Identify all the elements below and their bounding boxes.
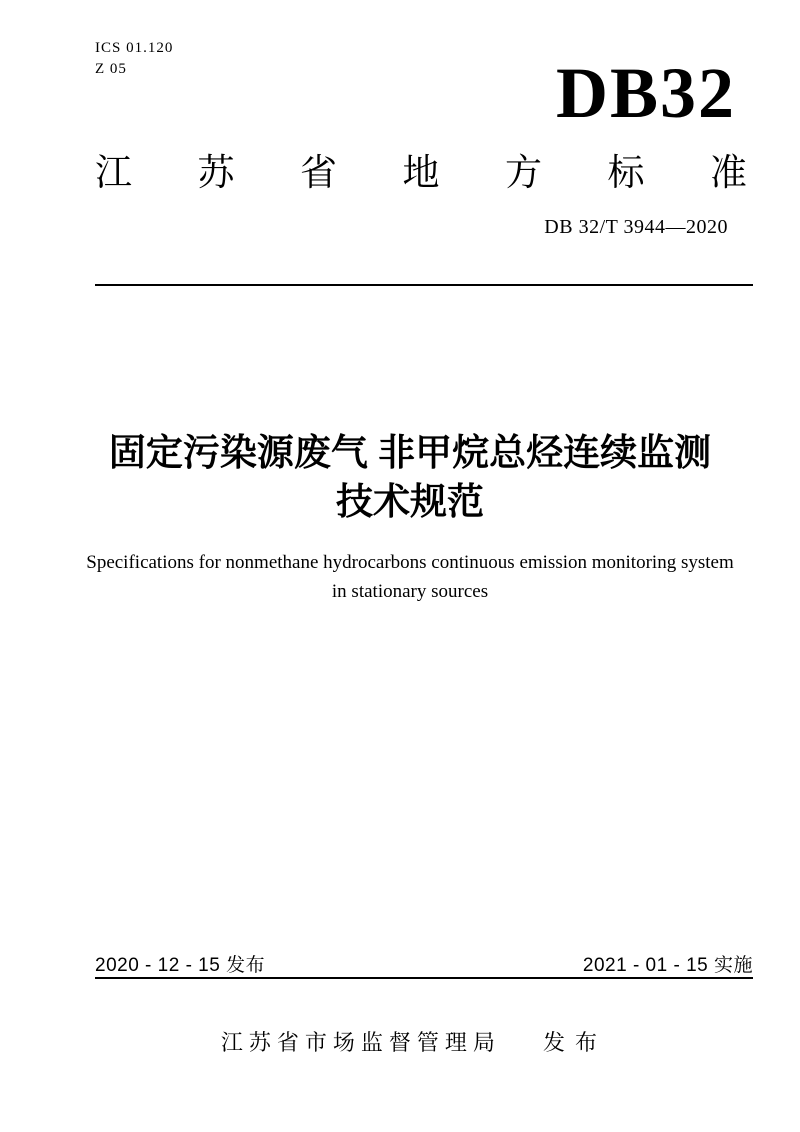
standard-type-title (95, 152, 747, 194)
standard-type-char: 地 (402, 152, 440, 193)
classification-code: Z 05 (95, 61, 127, 77)
subtitle-english-line2: in stationary sources (331, 581, 489, 602)
standard-type-char: 标 (607, 152, 645, 193)
header-divider-line (95, 284, 753, 286)
subtitle-english-line1: Specifications for nonmethane hydrocarbons continuous emission monitoring system (86, 552, 734, 573)
implement-date: 2021 - 01 - 15 实施 (582, 955, 753, 976)
issue-label: 发 布 (542, 1030, 600, 1055)
db32-logo: DB32 (555, 53, 736, 133)
standard-type-char: 准 (710, 152, 747, 193)
footer-divider-line (95, 977, 753, 979)
issuer-name: 江苏省市场监督管理局 (220, 1030, 501, 1055)
date-row (95, 955, 753, 976)
publisher-row (20, 1030, 800, 1056)
standard-type-char: 苏 (197, 152, 235, 193)
document-title-line1: 固定污染源废气 非甲烷总烃连续监测 (108, 432, 712, 473)
ics-code: ICS 01.120 (95, 40, 174, 56)
standard-type-char: 省 (300, 152, 337, 193)
ics-block (95, 38, 173, 80)
issue-date: 2020 - 12 - 15 发布 (95, 955, 266, 976)
document-subtitle-english (20, 548, 800, 606)
document-title (20, 428, 800, 526)
document-title-line2: 技术规范 (336, 481, 484, 522)
standard-type-char: 江 (95, 152, 132, 193)
standard-number: DB 32/T 3944—2020 (544, 216, 728, 238)
standard-type-char: 方 (505, 152, 542, 193)
